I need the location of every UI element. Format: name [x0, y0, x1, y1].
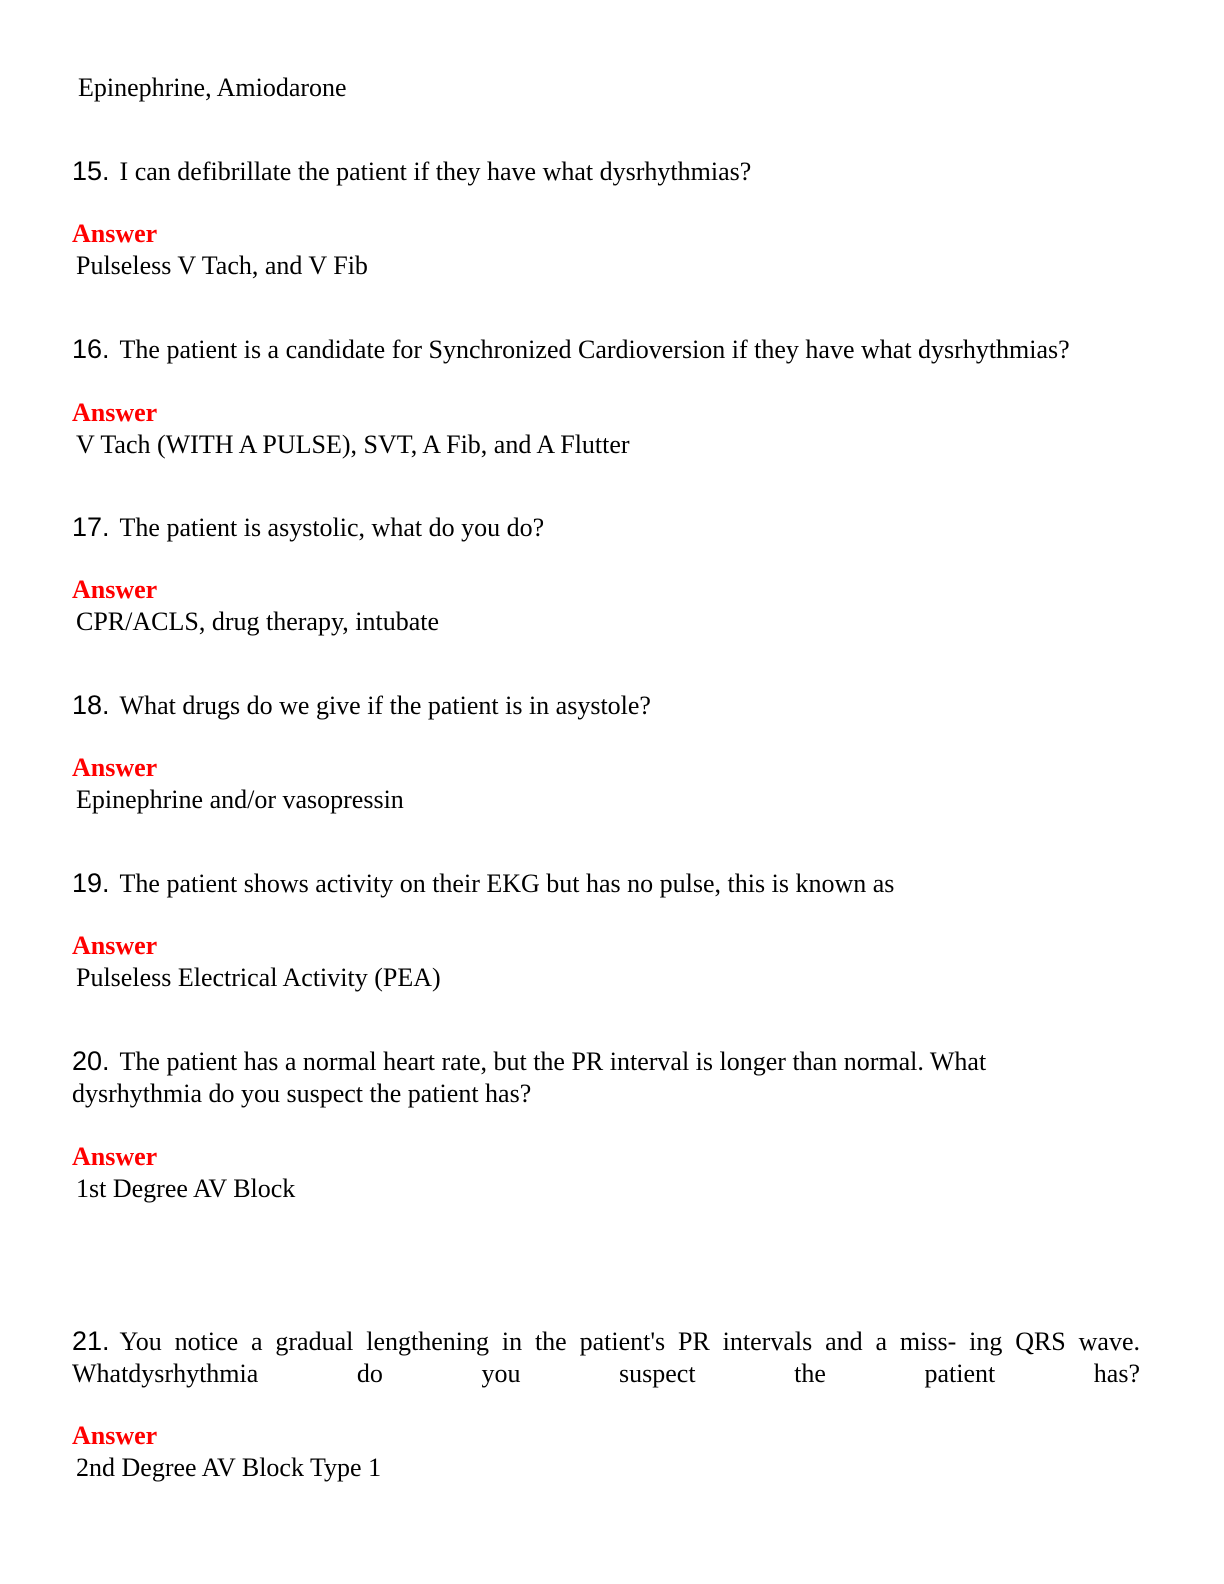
question-line: [72, 867, 1144, 900]
question-number: 16.: [72, 334, 110, 364]
question-number: 18.: [72, 690, 110, 720]
question-15: [72, 155, 1144, 188]
question-text: You notice a gradual lengthening in the patient's PR intervals and a miss- ing QRS wave. Whatdysrhythmia do you suspect the patient has?: [72, 1327, 1140, 1388]
question-text: The patient is asystolic, what do you do?: [119, 513, 545, 542]
question-number: 17.: [72, 512, 110, 542]
answer-15: [72, 218, 1144, 282]
question-number: 19.: [72, 868, 110, 898]
answer-text: Pulseless V Tach, and V Fib: [76, 251, 368, 280]
question-line: [72, 511, 1144, 544]
question-text: The patient shows activity on their EKG but has no pulse, this is known as: [119, 869, 895, 898]
question-text: The patient is a candidate for Synchronized Cardioversion if they have what dysrhythmias?: [119, 335, 1070, 364]
question-line: [72, 333, 1144, 366]
answer-16: [72, 397, 1144, 461]
question-21: [72, 1325, 1140, 1390]
previous-answer-text: Epinephrine, Amiodarone: [78, 73, 347, 102]
question-20: [72, 1045, 1062, 1110]
answer-label: Answer: [72, 1421, 158, 1450]
question-16: [72, 333, 1144, 366]
answer-18: [72, 752, 1144, 816]
answer-label: Answer: [72, 398, 158, 427]
answer-label: Answer: [72, 219, 158, 248]
answer-text: Epinephrine and/or vasopressin: [76, 785, 404, 814]
question-text: What drugs do we give if the patient is in asystole?: [119, 691, 651, 720]
question-19: [72, 867, 1144, 900]
answer-label: Answer: [72, 753, 158, 782]
question-number: 15.: [72, 156, 110, 186]
answer-label: Answer: [72, 1142, 158, 1171]
answer-text: 1st Degree AV Block: [76, 1174, 296, 1203]
answer-19: [72, 930, 1144, 994]
question-number: 21.: [72, 1326, 110, 1356]
answer-text: V Tach (WITH A PULSE), SVT, A Fib, and A Flutter: [76, 430, 630, 459]
answer-20: [72, 1141, 1144, 1205]
answer-text: Pulseless Electrical Activity (PEA): [76, 963, 441, 992]
question-text: I can defibrillate the patient if they have what dysrhythmias?: [119, 157, 752, 186]
answer-text: CPR/ACLS, drug therapy, intubate: [76, 607, 440, 636]
answer-21: [72, 1420, 1144, 1484]
answer-label: Answer: [72, 931, 158, 960]
answer-17: [72, 574, 1144, 638]
answer-label: Answer: [72, 575, 158, 604]
question-line: [72, 155, 1144, 188]
question-text: The patient has a normal heart rate, but the PR interval is longer than normal. What dysrhythmia do you suspect the patient has?: [72, 1047, 987, 1108]
question-18: [72, 689, 1144, 722]
question-17: [72, 511, 1144, 544]
question-line: [72, 689, 1144, 722]
question-number: 20.: [72, 1046, 110, 1076]
answer-text: 2nd Degree AV Block Type 1: [76, 1453, 382, 1482]
